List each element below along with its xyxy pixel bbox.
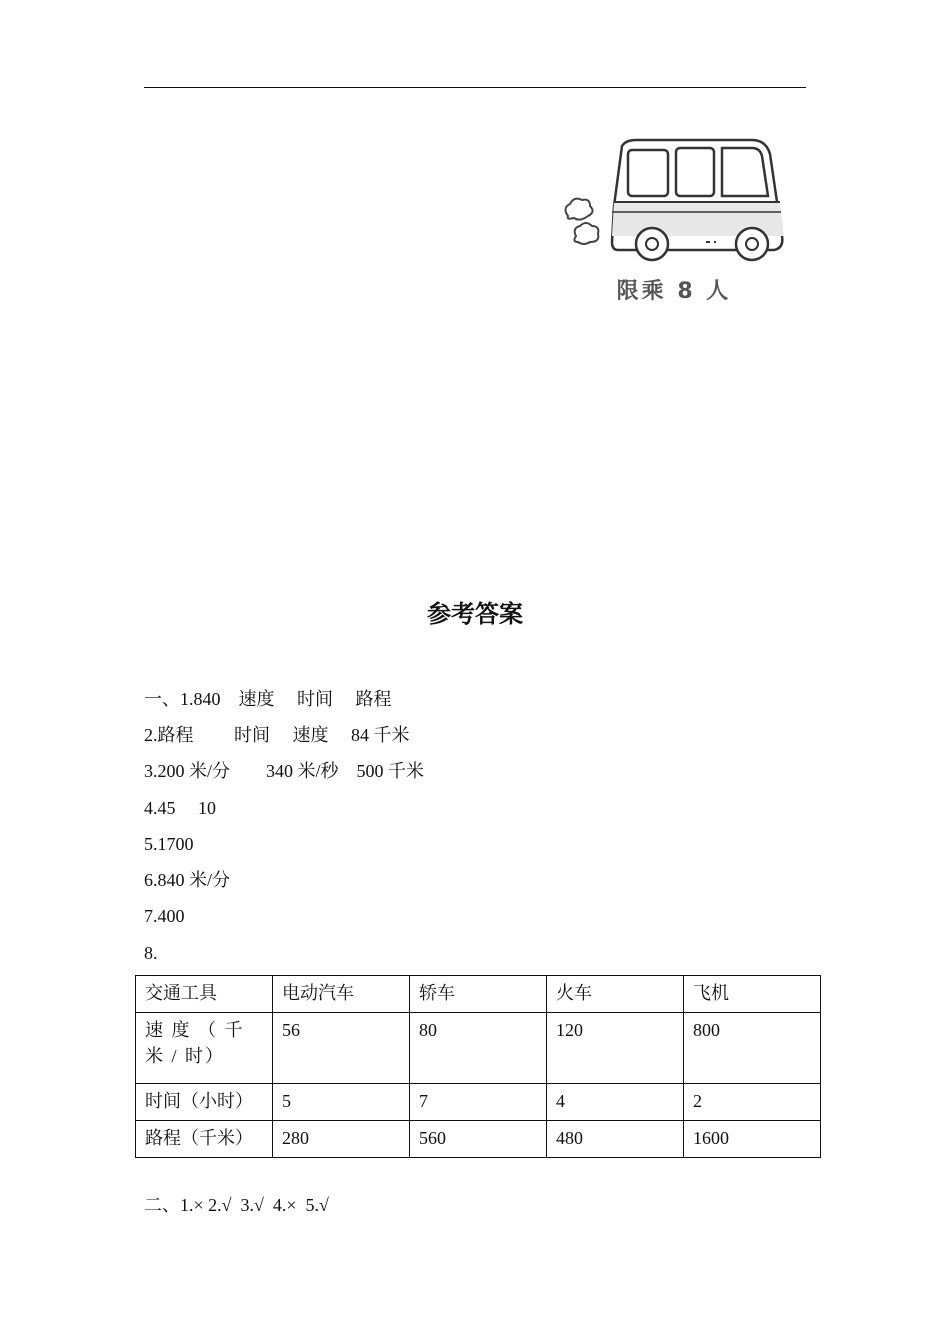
table-header-cell: 交通工具: [136, 976, 273, 1013]
answer-line-3: 3.200 米/分 340 米/秒 500 千米: [144, 761, 425, 781]
answer-line-8: 8.: [144, 943, 158, 963]
table-cell: 5: [273, 1084, 410, 1121]
table-cell: 480: [547, 1121, 684, 1158]
table-cell: 120: [547, 1013, 684, 1084]
table-row: [136, 1121, 821, 1158]
answer-line-2: 2.路程 时间 速度 84 千米: [144, 725, 410, 745]
table-cell: 280: [273, 1121, 410, 1158]
answer-line-5: 5.1700: [144, 834, 194, 854]
header-rule: [144, 87, 806, 88]
table-cell: 56: [273, 1013, 410, 1084]
table-cell: 2: [684, 1084, 821, 1121]
table-cell: 560: [410, 1121, 547, 1158]
table-header-cell: 飞机: [684, 976, 821, 1013]
table-cell: 1600: [684, 1121, 821, 1158]
table-cell: 7: [410, 1084, 547, 1121]
table-cell: 时间（小时）: [136, 1084, 273, 1121]
answer-line-4: 4.45 10: [144, 798, 216, 818]
table-cell: 路程（千米）: [136, 1121, 273, 1158]
bus-caption: 限乘 8 人: [616, 279, 732, 304]
table-row: [136, 1013, 821, 1084]
answer-line-1: 一、1.840 速度 时间 路程: [144, 689, 392, 709]
answer-line-7: 7.400: [144, 906, 185, 926]
bus-illustration: [556, 136, 792, 312]
table-header-row: [136, 976, 821, 1013]
table-header-cell: 轿车: [410, 976, 547, 1013]
table-cell: 速 度 （ 千 米 / 时）: [136, 1013, 273, 1084]
transport-table: [135, 975, 821, 1158]
answer-heading: 参考答案: [427, 602, 523, 628]
table-cell: 4: [547, 1084, 684, 1121]
bus-icon: [556, 136, 792, 276]
answer-section-2: 二、1.× 2.√ 3.√ 4.× 5.√: [144, 1195, 329, 1215]
table-cell: 80: [410, 1013, 547, 1084]
table-cell: 800: [684, 1013, 821, 1084]
answer-line-6: 6.840 米/分: [144, 870, 231, 890]
table-row: [136, 1084, 821, 1121]
table-header-cell: 火车: [547, 976, 684, 1013]
table-header-cell: 电动汽车: [273, 976, 410, 1013]
